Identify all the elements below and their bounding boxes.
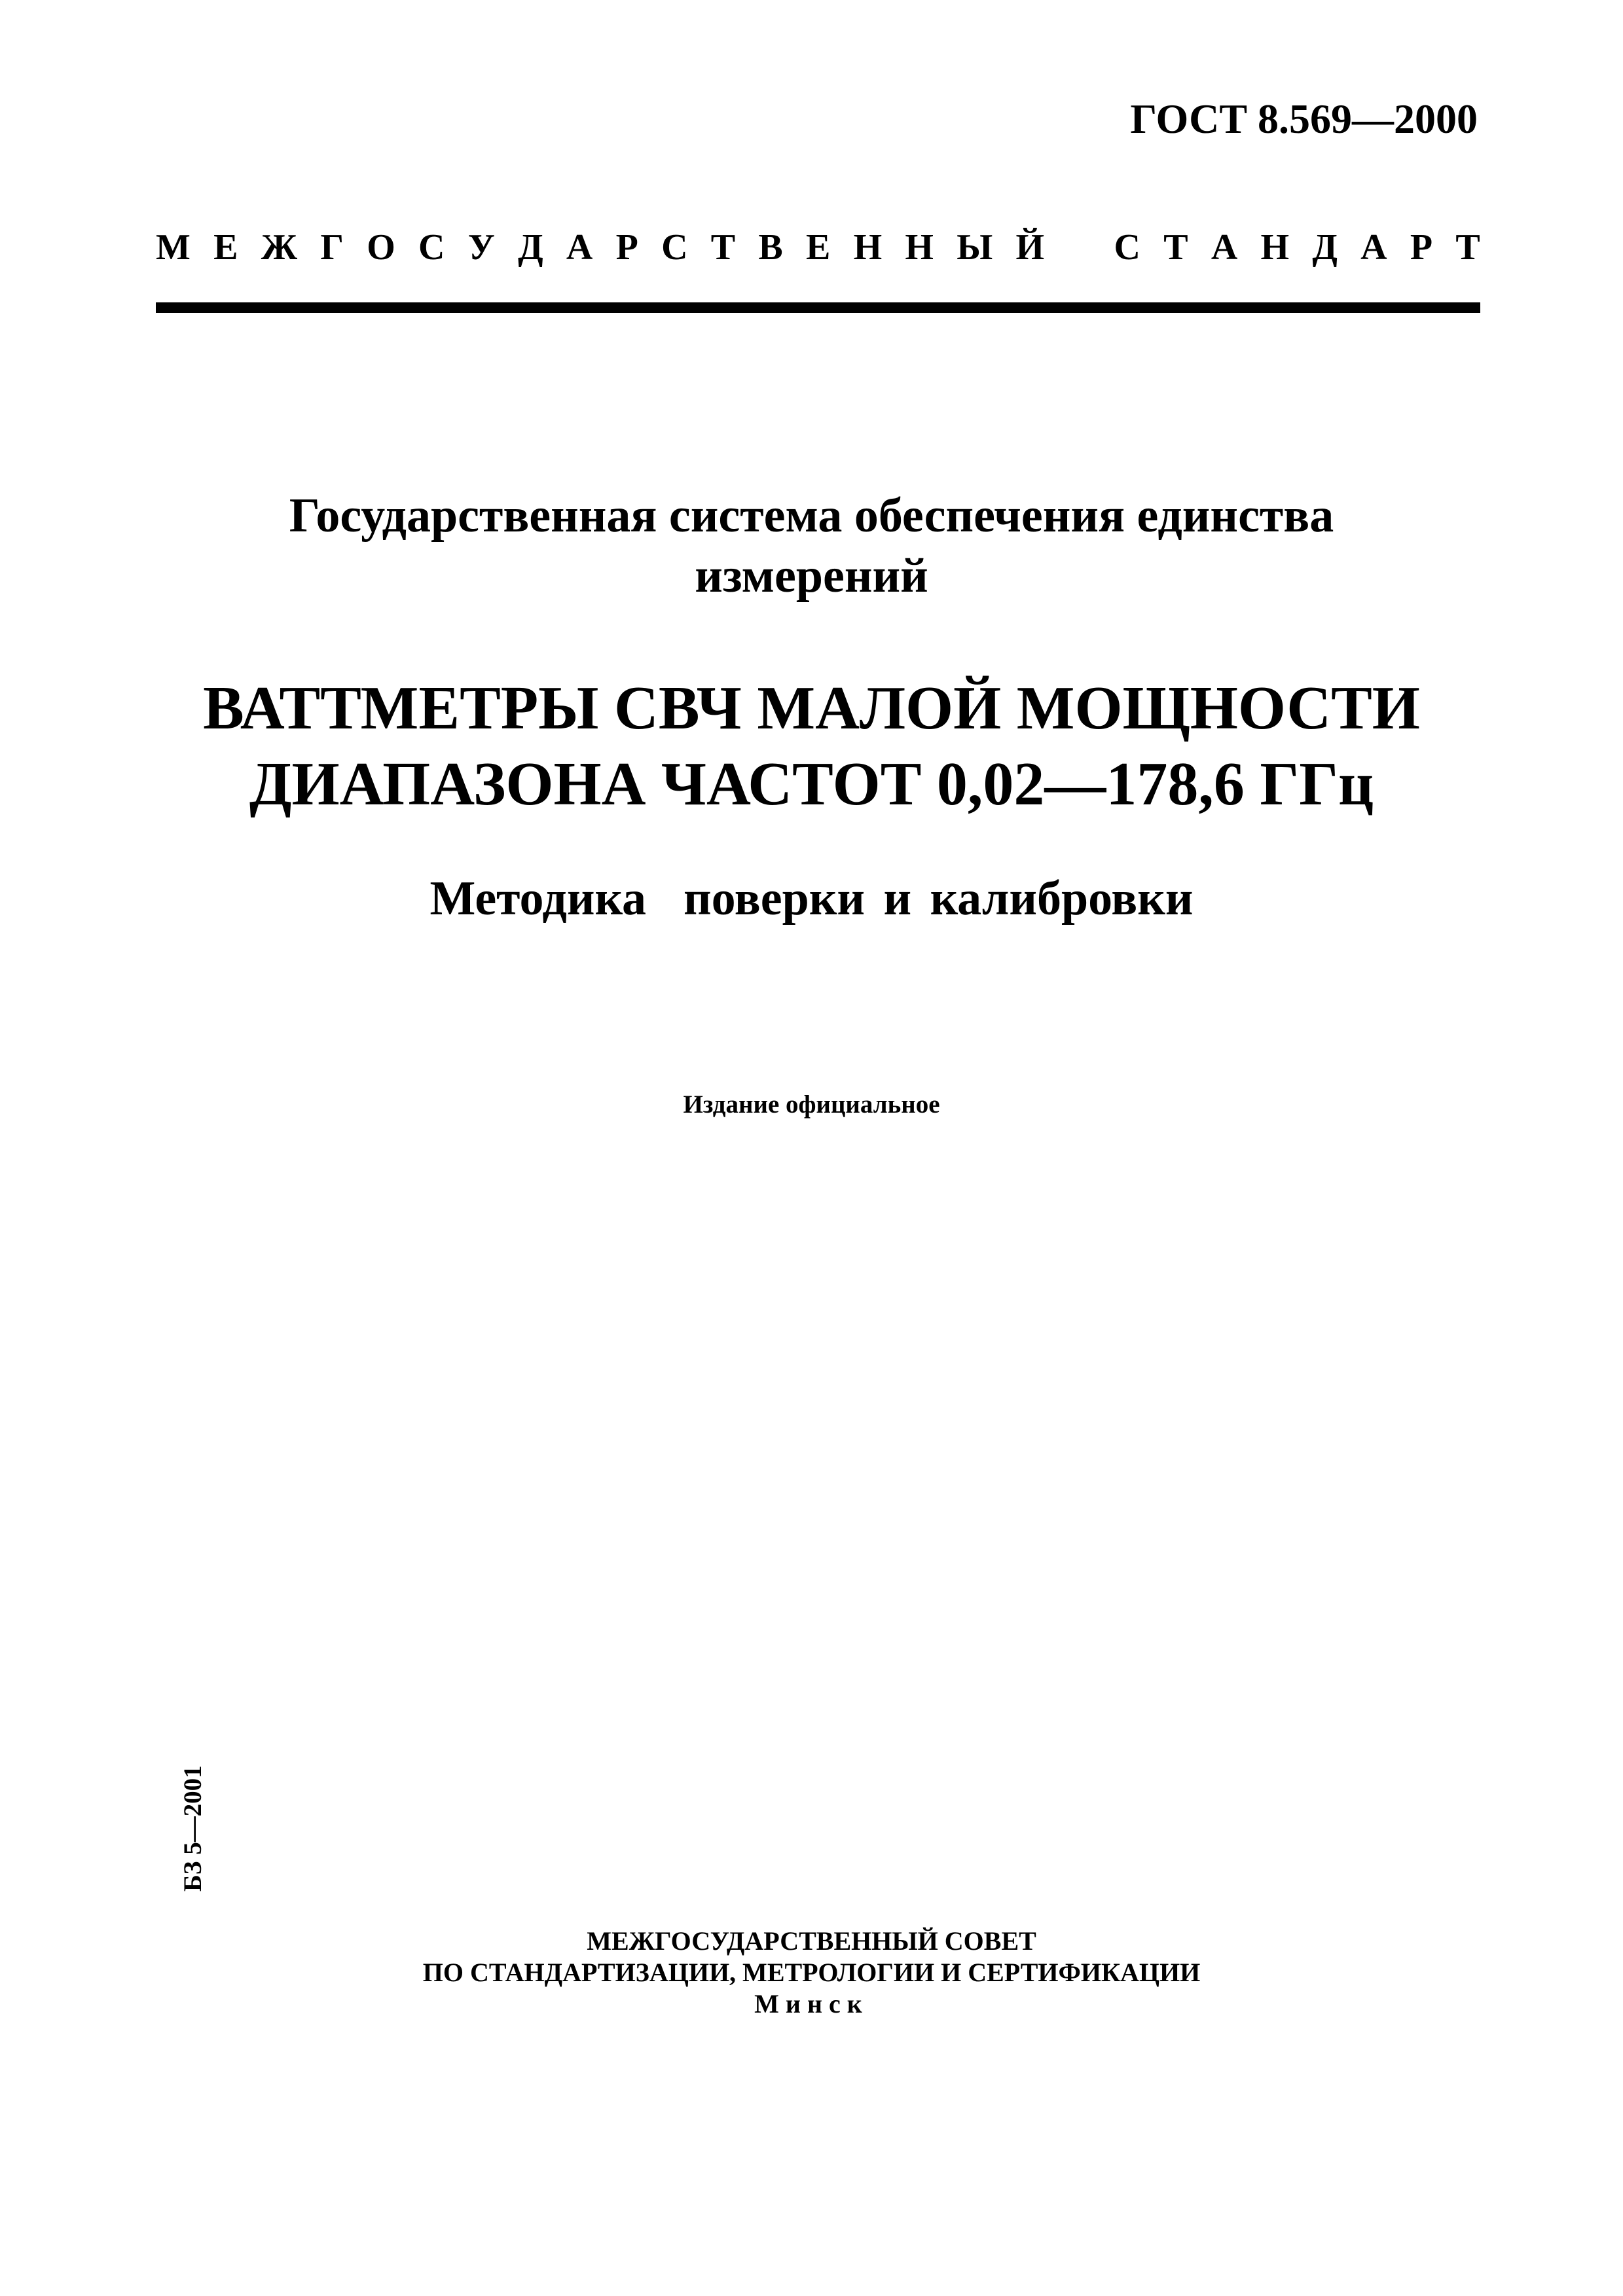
publisher-city: Минск xyxy=(754,1989,869,2018)
series-caption-letter: С xyxy=(661,227,688,268)
publisher-block xyxy=(0,1926,1623,2020)
series-caption-letter: Ж xyxy=(261,227,298,268)
series-caption-letter: Н xyxy=(905,227,934,268)
series-caption-letter: Й xyxy=(1015,227,1045,268)
document-code: ГОСТ 8.569—2000 xyxy=(1130,96,1478,142)
series-caption-letter: Д xyxy=(518,227,543,268)
series-caption-letter: А xyxy=(1360,227,1387,268)
main-title-line-2: ДИАПАЗОНА ЧАСТОТ 0,02—178,6 ГГц xyxy=(249,750,1374,818)
series-caption-letter: Т xyxy=(710,227,736,268)
subtitle: Методика поверки и калибровки xyxy=(429,872,1194,925)
series-caption xyxy=(156,229,1480,266)
side-code: БЗ 5—2001 xyxy=(179,1765,207,1892)
main-title-line-1: ВАТТМЕТРЫ СВЧ МАЛОЙ МОЩНОСТИ xyxy=(203,674,1420,742)
series-caption-letter: Д xyxy=(1312,227,1338,268)
series-caption-letter: Т xyxy=(1163,227,1188,268)
series-caption-letter: Г xyxy=(320,227,344,268)
system-title-line-2: измерений xyxy=(695,549,928,603)
series-caption-letter: Н xyxy=(1260,227,1290,268)
series-caption-letter: А xyxy=(1211,227,1238,268)
publisher-line-1: МЕЖГОСУДАРСТВЕННЫЙ СОВЕТ xyxy=(587,1926,1036,1956)
series-caption-letter: У xyxy=(467,227,495,268)
series-caption-letter: В xyxy=(758,227,783,268)
series-caption-letter: Р xyxy=(615,227,638,268)
series-caption-letter: С xyxy=(1114,227,1140,268)
header-rule xyxy=(156,302,1480,313)
series-caption-letter: Р xyxy=(1410,227,1433,268)
series-caption-letter: Н xyxy=(853,227,883,268)
series-caption-letter: М xyxy=(156,227,191,268)
series-caption-letter: Е xyxy=(805,227,831,268)
edition-note: Издание официальное xyxy=(683,1090,940,1119)
series-caption-letter: А xyxy=(566,227,593,268)
series-caption-word-gap xyxy=(1067,229,1091,266)
series-caption-letter: Е xyxy=(213,227,238,268)
main-title xyxy=(0,670,1623,822)
system-title xyxy=(0,486,1623,606)
series-caption-letter: Т xyxy=(1455,227,1480,268)
publisher-line-2: ПО СТАНДАРТИЗАЦИИ, МЕТРОЛОГИИ И СЕРТИФИКАЦИИ xyxy=(422,1958,1201,1987)
series-caption-letter: О xyxy=(367,227,395,268)
system-title-line-1: Государственная система обеспечения единства xyxy=(289,489,1334,543)
series-caption-letter: Ы xyxy=(957,227,993,268)
series-caption-letter: С xyxy=(418,227,445,268)
